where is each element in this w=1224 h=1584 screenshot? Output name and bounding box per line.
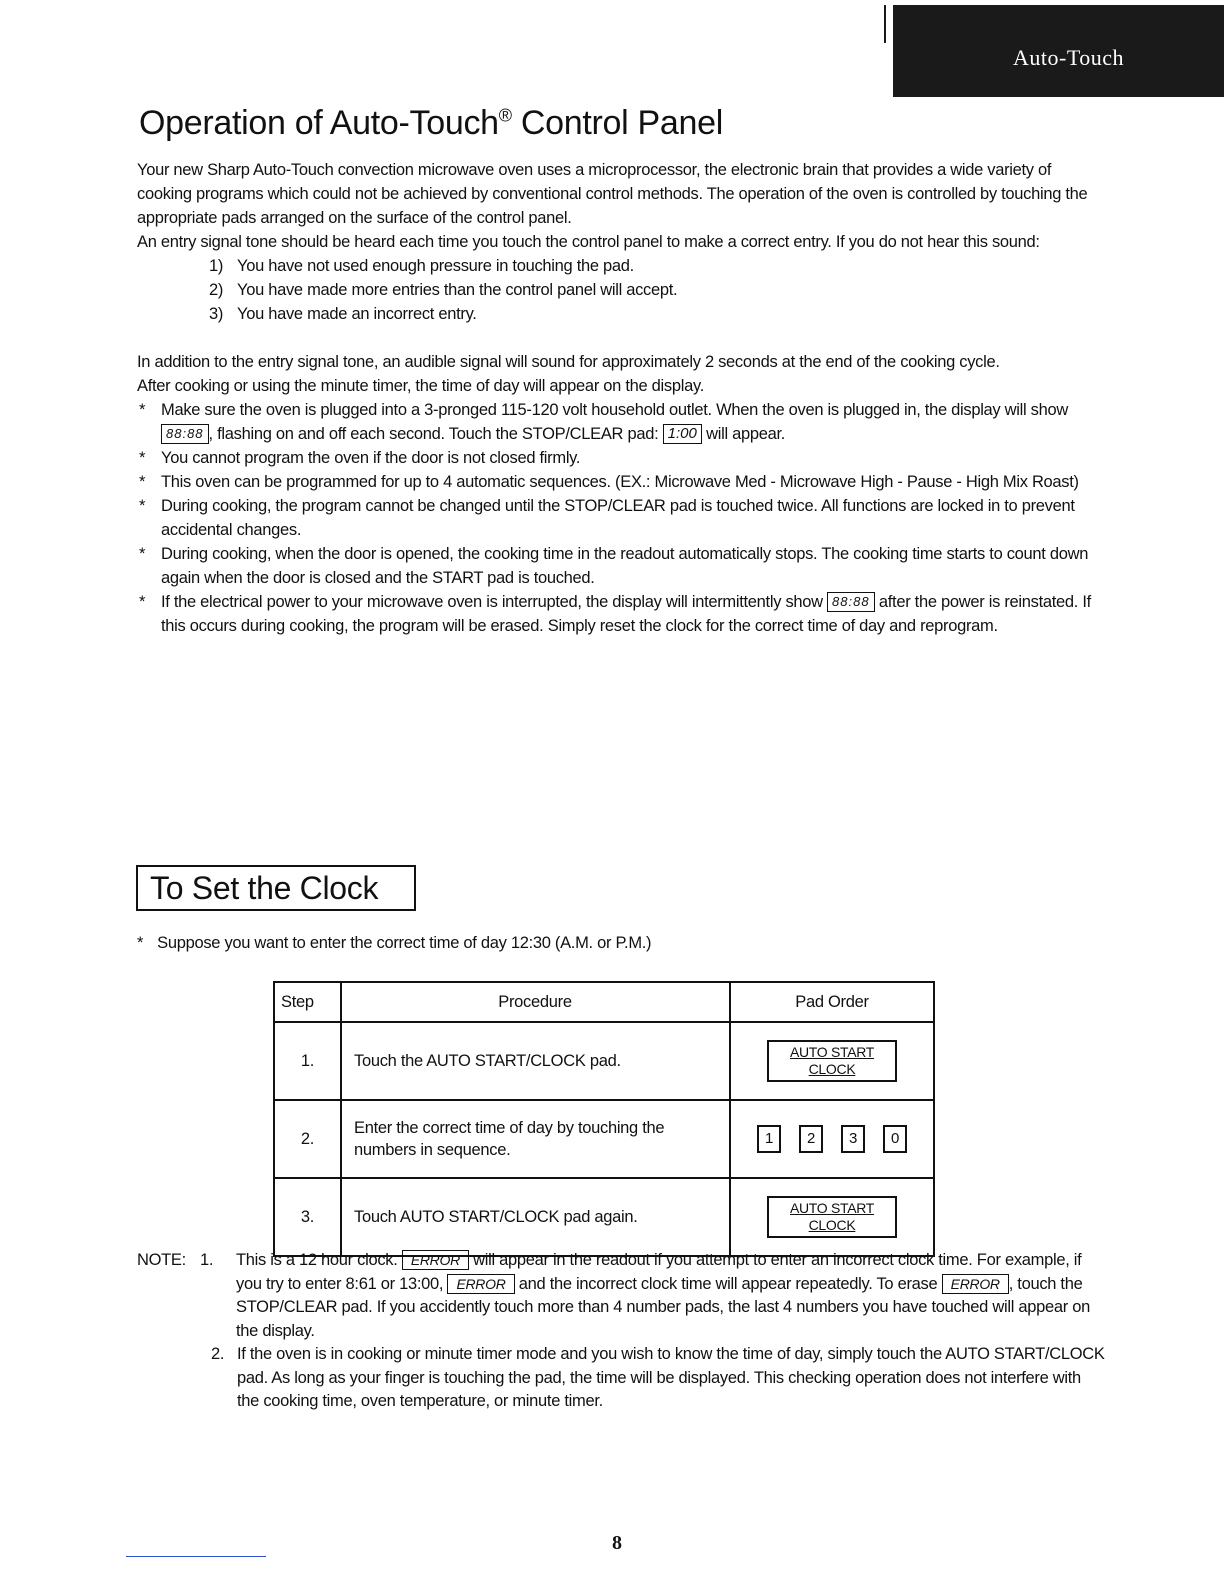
example-text: Suppose you want to enter the correct time of day 12:30 (A.M. or P.M.) xyxy=(157,934,652,952)
number-pad: 2 xyxy=(799,1125,823,1153)
bullet-symbol: * xyxy=(139,401,146,419)
intro-paragraph-3: In addition to the entry signal tone, an audible signal will sound for approximately 2 seconds at the end of the cooking cycle. xyxy=(137,353,1000,371)
bullet-symbol: * xyxy=(139,497,146,515)
bullet-text: You cannot program the oven if the door is not closed firmly. xyxy=(161,449,581,467)
tips-list xyxy=(137,398,1102,638)
example-intro xyxy=(137,934,651,953)
bullet-text: , flashing on and off each second. Touch the STOP/CLEAR pad: xyxy=(208,425,663,443)
bullet-symbol: * xyxy=(139,449,146,467)
note-item xyxy=(137,1343,1105,1414)
list-text: You have made more entries than the control panel will accept. xyxy=(237,281,678,299)
page-title xyxy=(139,104,723,143)
table-row xyxy=(274,1022,934,1100)
bullet-symbol: * xyxy=(139,593,146,611)
pad-line: CLOCK xyxy=(808,1061,856,1077)
note-text xyxy=(236,1249,1105,1343)
note-number: 2. xyxy=(211,1345,225,1363)
error-readout: ERROR xyxy=(402,1250,469,1270)
number-pad: 0 xyxy=(883,1125,907,1153)
page-number: 8 xyxy=(612,1532,622,1554)
bullet-text: will appear. xyxy=(701,425,786,443)
section-tab xyxy=(893,5,1224,97)
auto-start-clock-pad xyxy=(767,1196,897,1238)
header-procedure: Procedure xyxy=(341,982,730,1022)
display-readout: 88:88 xyxy=(827,592,875,612)
registered-mark: ® xyxy=(498,105,512,126)
signal-reasons-list xyxy=(137,254,1102,326)
list-number: 2) xyxy=(209,281,224,299)
auto-start-clock-pad xyxy=(767,1040,897,1082)
table-row xyxy=(274,1178,934,1256)
bullet-symbol: * xyxy=(139,545,146,563)
intro-paragraph-4: After cooking or using the minute timer, the time of day will appear on the display. xyxy=(137,377,704,395)
header-step: Step xyxy=(274,982,341,1022)
note-item xyxy=(137,1249,1105,1343)
note-fragment: This is a 12 hour clock. xyxy=(236,1251,402,1269)
bullet-text: after the power is reinstated. If this occurs during cooking, the program will be erased. Simply reset the clock for the correct time of day and reprogram. xyxy=(161,593,1091,635)
title-tail: Control Panel xyxy=(511,104,724,142)
pad-order-cell xyxy=(730,1100,934,1178)
error-readout: ERROR xyxy=(942,1274,1009,1294)
list-text: You have not used enough pressure in touching the pad. xyxy=(237,257,634,275)
list-item xyxy=(209,278,1102,302)
bullet-text: Make sure the oven is plugged into a 3-pronged 115-120 volt household outlet. When the oven is plugged in, the display will show xyxy=(161,401,1068,419)
step-number: 3. xyxy=(274,1178,341,1256)
section-tab-label: Auto-Touch xyxy=(1013,45,1124,70)
display-readout: 1:00 xyxy=(663,424,702,444)
bullet-item xyxy=(137,446,1102,470)
title-main: Operation of Auto-Touch xyxy=(139,104,499,142)
note-fragment: and the incorrect clock time will appear repeatedly. To erase xyxy=(514,1274,942,1293)
header-rule xyxy=(884,5,886,43)
step-number: 1. xyxy=(274,1022,341,1100)
bullet-symbol: * xyxy=(137,934,144,952)
display-readout: 88:88 xyxy=(161,424,209,444)
bullet-item xyxy=(137,542,1102,590)
intro-paragraph-2: An entry signal tone should be heard each time you touch the control panel to make a correct entry. If you do not hear this sound: xyxy=(137,233,1040,251)
note-text: If the oven is in cooking or minute timer mode and you wish to know the time of day, simply touch the AUTO START/CLOCK pad. As long as your finger is touching the pad, the time will be displayed. This checking operation does not interfere with the cooking time, oven temperature, or minute timer. xyxy=(237,1345,1105,1410)
intro-body xyxy=(137,158,1102,638)
list-number: 3) xyxy=(209,305,224,323)
pad-line: AUTO START xyxy=(789,1200,875,1216)
list-text: You have made an incorrect entry. xyxy=(237,305,477,323)
bullet-item xyxy=(137,494,1102,542)
pad-order-cell xyxy=(730,1022,934,1100)
step-procedure: Enter the correct time of day by touching the numbers in sequence. xyxy=(341,1100,730,1178)
section-title: To Set the Clock xyxy=(150,870,379,906)
step-number: 2. xyxy=(274,1100,341,1178)
number-pad: 1 xyxy=(757,1125,781,1153)
number-pad: 3 xyxy=(841,1125,865,1153)
notes xyxy=(137,1249,1105,1414)
pad-line: AUTO START xyxy=(789,1044,875,1060)
bullet-item xyxy=(137,470,1102,494)
step-procedure: Touch the AUTO START/CLOCK pad. xyxy=(341,1022,730,1100)
list-item xyxy=(209,302,1102,326)
bullet-text: During cooking, when the door is opened, the cooking time in the readout automatically stops. The cooking time starts to count down again when the door is closed and the START pad is touched. xyxy=(161,545,1089,587)
bullet-symbol: * xyxy=(139,473,146,491)
error-readout: ERROR xyxy=(447,1274,514,1294)
bullet-text: This oven can be programmed for up to 4 automatic sequences. (EX.: Microwave Med - Microwave High - Pause - High Mix Roast) xyxy=(161,473,1079,491)
clock-steps-table xyxy=(273,981,935,1257)
step-procedure: Touch AUTO START/CLOCK pad again. xyxy=(341,1178,730,1256)
list-item xyxy=(209,254,1102,278)
table-header-row xyxy=(274,982,934,1022)
pad-line: CLOCK xyxy=(808,1217,856,1233)
footer-rule xyxy=(126,1556,266,1557)
bullet-text: During cooking, the program cannot be changed until the STOP/CLEAR pad is touched twice. All functions are locked in to prevent accidental changes. xyxy=(161,497,1075,539)
bullet-item xyxy=(137,590,1102,638)
note-fragment: , touch the STOP/CLEAR pad. If you accidently touch more than 4 number pads, the last 4 numbers you have touched will appear on the display. xyxy=(236,1274,1090,1340)
note-fragment: will appear in the readout if you attempt to enter an incorrect clock time. For example, if you try to enter 8:61 or 13:00, xyxy=(236,1251,1082,1293)
note-label: NOTE: xyxy=(137,1251,186,1269)
intro-paragraph-1: Your new Sharp Auto-Touch convection microwave oven uses a microprocessor, the electronic brain that provides a wide variety of cooking programs which could not be achieved by conventional control methods. The operation of the oven is controlled by touching the appropriate pads arranged on the surface of the control panel. xyxy=(137,161,1088,227)
section-heading-box xyxy=(136,865,416,911)
pad-order-cell xyxy=(730,1178,934,1256)
table-row xyxy=(274,1100,934,1178)
list-number: 1) xyxy=(209,257,224,275)
note-number: 1. xyxy=(200,1251,214,1269)
bullet-text: If the electrical power to your microwave oven is interrupted, the display will intermittently show xyxy=(161,593,828,611)
bullet-item xyxy=(137,398,1102,446)
header-pad-order: Pad Order xyxy=(730,982,934,1022)
